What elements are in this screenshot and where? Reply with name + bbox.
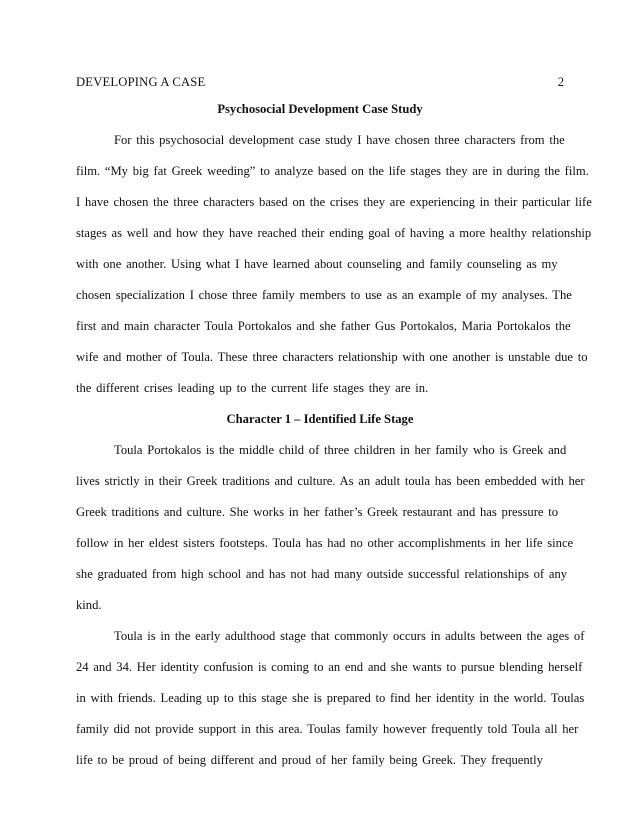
paragraph-line: lives strictly in their Greek traditions and culture. As an adult toula has been embedded with her [76, 474, 585, 488]
running-head-title: DEVELOPING A CASE [76, 75, 206, 89]
paragraph-line: follow in her eldest sisters footsteps. Toula has had no other accomplishments in her life since [76, 536, 574, 550]
page-number: 2 [557, 75, 564, 89]
paragraph-line: wife and mother of Toula. These three characters relationship with one another is unstable due to [76, 350, 588, 364]
paragraph-line: life to be proud of being different and proud of her family being Greek. They frequently [76, 753, 543, 767]
paragraph-line: For this psychosocial development case study I have chosen three characters from the [114, 133, 565, 147]
paragraph-line: Toula is in the early adulthood stage that commonly occurs in adults between the ages of [114, 629, 585, 643]
running-head [76, 75, 564, 93]
paragraph-line: first and main character Toula Portokalos and she father Gus Portokalos, Maria Portokalos the [76, 319, 571, 333]
paragraph-line: the different crises leading up to the current life stages they are in. [76, 381, 429, 395]
paragraph-line: kind. [76, 598, 102, 612]
paragraph-line: Toula Portokalos is the middle child of three children in her family who is Greek and [114, 443, 567, 457]
paragraph-line: family did not provide support in this area. Toulas family however frequently told Toula all her [76, 722, 579, 736]
section-heading-character-1: Character 1 – Identified Life Stage [226, 412, 414, 426]
paragraph-line: with one another. Using what I have learned about counseling and family counseling as my [76, 257, 558, 271]
paragraph-line: 24 and 34. Her identity confusion is coming to an end and she wants to pursue blending herself [76, 660, 583, 674]
paragraph-line: film. “My big fat Greek weeding” to analyze based on the life stages they are in during the film. [76, 164, 589, 178]
paragraph-line: chosen specialization I chose three family members to use as an example of my analyses. The [76, 288, 572, 302]
paragraph-line: stages as well and how they have reached their ending goal of having a more healthy relationship [76, 226, 592, 240]
paragraph-line: in with friends. Leading up to this stage she is prepared to find her identity in the world. Toulas [76, 691, 585, 705]
section-heading-case-study: Psychosocial Development Case Study [217, 102, 423, 116]
paragraph-line: she graduated from high school and has not had many outside successful relationships of any [76, 567, 568, 581]
paragraph-line: Greek traditions and culture. She works in her father’s Greek restaurant and has pressure to [76, 505, 559, 519]
paragraph-line: I have chosen the three characters based on the crises they are experiencing in their particular life [76, 195, 592, 209]
